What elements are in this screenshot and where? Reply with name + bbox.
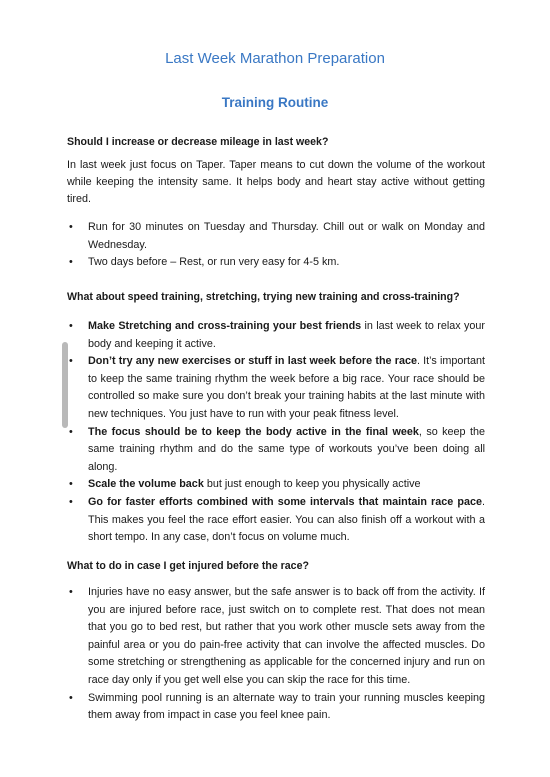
list-item-emphasis: Make Stretching and cross-training your best friends bbox=[88, 320, 362, 332]
document-title: Last Week Marathon Preparation bbox=[165, 50, 385, 67]
paragraph-taper: In last week just focus on Taper. Taper means to cut down the volume of the workout while keeping the intensity same. It helps body and heart stay active without getting tired. bbox=[67, 159, 485, 206]
list-item bbox=[67, 494, 485, 547]
question-heading-injury: What to do in case I get injured before the race? bbox=[67, 560, 309, 572]
bullet-list-speed-training bbox=[67, 318, 485, 547]
list-item bbox=[67, 318, 485, 353]
list-item-text: in last week to relax your body and keeping it active. bbox=[88, 320, 485, 350]
list-item-text: Swimming pool running is an alternate way to train your running muscles keeping them away from impact in case you feel knee pain. bbox=[88, 691, 485, 722]
list-item-emphasis: The focus should be to keep the body active in the final week bbox=[88, 425, 419, 438]
list-item bbox=[67, 424, 485, 477]
list-item bbox=[67, 353, 485, 423]
list-item-emphasis: Scale the volume back bbox=[88, 478, 204, 491]
list-item bbox=[67, 690, 485, 725]
list-item-text: . It’s important to keep the same training rhythm the week before a big race. Your race should be controlled so make sure you don’t break your training habits at the last minute with new techniques. You just have to run with your peak fitness level. bbox=[88, 355, 485, 420]
question-heading-mileage: Should I increase or decrease mileage in last week? bbox=[67, 136, 329, 148]
list-item-text: Run for 30 minutes on Tuesday and Thursday. Chill out or walk on Monday and Wednesday. bbox=[88, 221, 485, 251]
list-item-emphasis: Don’t try any new exercises or stuff in last week before the race bbox=[88, 355, 417, 368]
list-item bbox=[67, 219, 485, 254]
list-item-text: Injuries have no easy answer, but the safe answer is to back off from the activity. If you are injured before race, just switch on to complete rest. That does not mean that you go to bed rest, but rather that you work other muscle sets away from the painful area or you do pain-free activity that can involve the affected muscles. Do some stretching or strengthening as applicable for the concerned injury and run on race day only if you get well else you can skip the race for this time. bbox=[88, 586, 485, 686]
list-item bbox=[67, 476, 485, 494]
list-item-emphasis: Go for faster efforts combined with some intervals that maintain race pace bbox=[88, 495, 482, 508]
list-item-text: Two days before – Rest, or run very easy for 4-5 km. bbox=[88, 256, 340, 269]
list-item-text: . This makes you feel the race effort easier. You can also finish off a workout with a short tempo. In any case, don’t focus on volume much. bbox=[88, 495, 485, 544]
list-item-text: but just enough to keep you physically active bbox=[203, 478, 421, 491]
list-item-text: , so keep the same training rhythm and do the same type of workouts you’ve been doing all along. bbox=[88, 425, 485, 473]
document-subtitle: Training Routine bbox=[221, 95, 329, 110]
bullet-list-mileage bbox=[67, 219, 485, 272]
list-item bbox=[67, 584, 485, 690]
question-heading-speed-training: What about speed training, stretching, trying new training and cross-training? bbox=[67, 291, 460, 303]
list-item bbox=[67, 254, 485, 272]
bullet-list-injury bbox=[67, 584, 485, 725]
